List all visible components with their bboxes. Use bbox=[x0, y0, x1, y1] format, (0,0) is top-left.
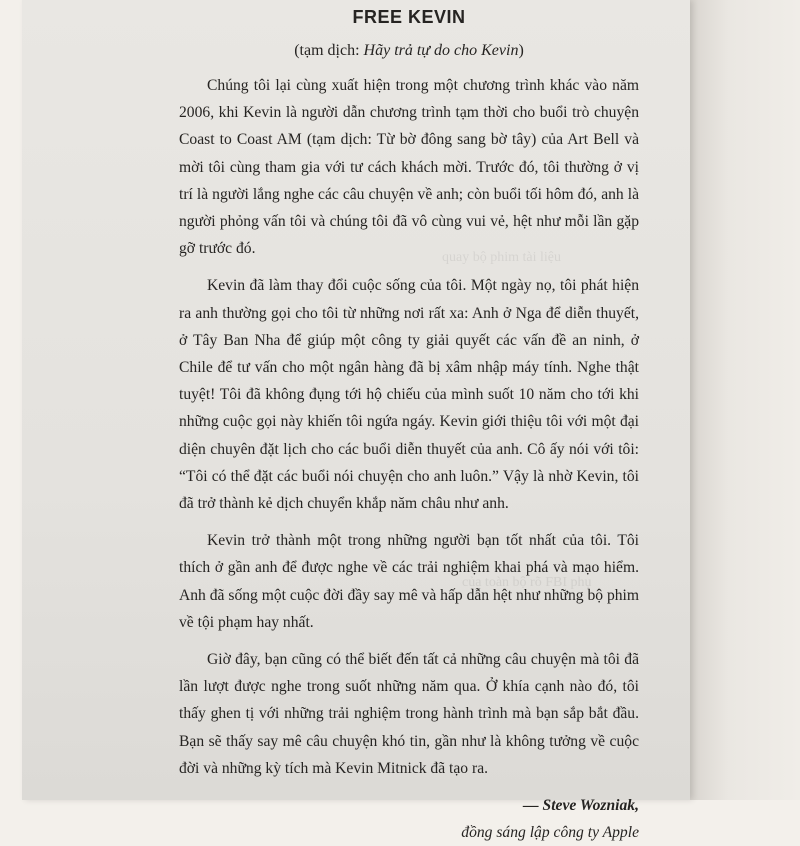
paragraph: Chúng tôi lại cùng xuất hiện trong một chương trình khác vào năm 2006, khi Kevin là người dẫn chương trình tạm thời cho buổi trò chuyện Coast to Coast AM (tạm dịch: Từ bờ đông sang bờ tây) của Art Bell và mời tôi cùng tham gia với tư cách khách mời. Trước đó, tôi thường ở vị trí là người lắng nghe các câu chuyện về anh; còn buổi tối hôm đó, anh là người phỏng vấn tôi và chúng tôi đã vô cùng vui vẻ, hệt như mỗi lần gặp gỡ trước đó. bbox=[179, 77, 639, 258]
signature-role: đồng sáng lập công ty Apple bbox=[461, 824, 639, 842]
chapter-subtitle: (tạm dịch: Hãy trả tự do cho Kevin) bbox=[294, 42, 524, 59]
paragraph: Giờ đây, bạn cũng có thể biết đến tất cả những câu chuyện mà tôi đã lần lượt được nghe trong suốt những năm qua. Ở khía cạnh nào đó, tôi thấy ghen tị với những trải nghiệm trong hành trình mà bạn sắp bắt đầu. Bạn sẽ thấy say mê câu chuyện khó tin, gần như là không tưởng về cuộc đời và những kỳ tích mà Kevin Mitnick đã tạo ra. bbox=[179, 651, 639, 777]
book-page bbox=[22, 0, 690, 842]
adjacent-page-edge bbox=[690, 0, 800, 800]
show-through-text: của toàn bộ rõ FBI phụ bbox=[462, 575, 592, 590]
paragraph: Kevin trở thành một trong những người bạn tốt nhất của tôi. Tôi thích ở gần anh để được nghe về các trải nghiệm khai phá và mạo hiểm. Anh đã sống một cuộc đời đầy say mê và hấp dẫn hệt như những bộ phim về tội phạm hay nhất. bbox=[179, 532, 639, 631]
signature-name: — Steve Wozniak, bbox=[523, 797, 639, 815]
show-through-text: quay bộ phim tài liệu bbox=[442, 250, 561, 265]
signature bbox=[179, 792, 639, 846]
page-text bbox=[179, 4, 639, 846]
paragraph: Kevin đã làm thay đổi cuộc sống của tôi. Một ngày nọ, tôi phát hiện ra anh thường gọi cho tôi từ những nơi rất xa: Anh ở Nga để diễn thuyết, ở Tây Ban Nha để giúp một công ty giải quyết các vấn đề an ninh, ở Chile để tư vấn cho một ngân hàng đã bị xâm nhập máy tính. Nghe thật tuyệt! Tôi đã không đụng tới hộ chiếu của mình suốt 10 năm cho tới khi những cuộc gọi này khiến tôi ngứa ngáy. Kevin giới thiệu tôi với một đại diện chuyên đặt lịch cho các buổi diễn thuyết của anh. Cô ấy nói với tôi: “Tôi có thể đặt các buổi nói chuyện cho anh luôn.” Vậy là nhờ Kevin, tôi đã trở thành kẻ dịch chuyển khắp năm châu như anh. bbox=[179, 277, 639, 513]
subtitle-italic: Hãy trả tự do cho Kevin bbox=[363, 42, 519, 59]
chapter-title: FREE KEVIN bbox=[352, 7, 466, 27]
